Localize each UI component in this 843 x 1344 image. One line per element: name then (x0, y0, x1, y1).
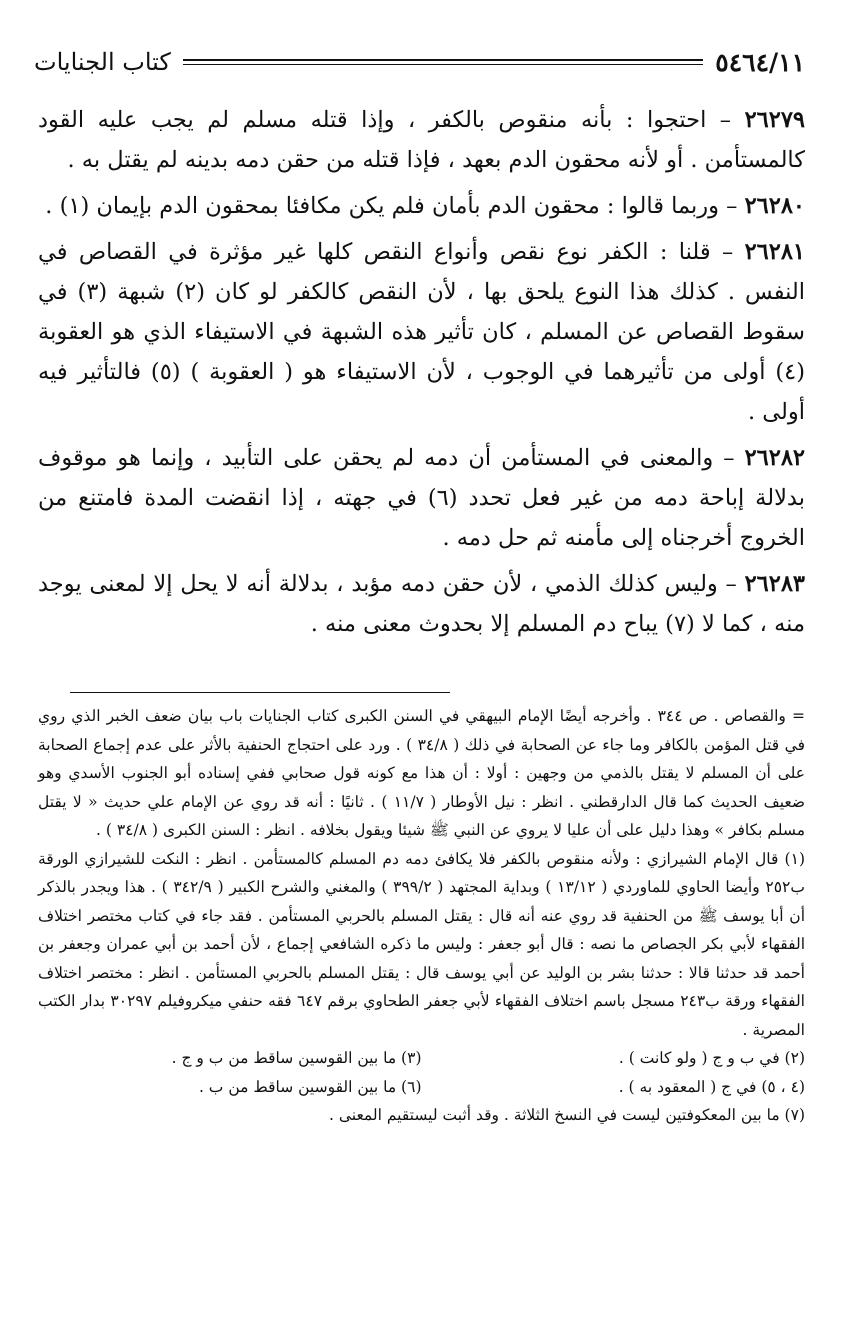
paragraph-number: ٢٦٢٨٣ (744, 571, 805, 597)
paragraph (38, 564, 805, 644)
paragraph-text: – وربما قالوا : محقون الدم بأمان فلم يكن مكافئا بمحقون الدم بإيمان (١) . (45, 193, 745, 219)
paragraph (38, 186, 805, 226)
footnotes (38, 702, 805, 1130)
footnote-7: (٧) ما بين المعكوفتين ليست في النسخ الثلاثة . وقد أثبت ليستقيم المعنى . (329, 1106, 805, 1124)
paragraph-text: – وليس كذلك الذمي ، لأن حقن دمه مؤبد ، بدلالة أنه لا يحل إلا لمعنى يوجد منه ، كما لا (٧) يباح دم المسلم إلا بحدوث معنى منه . (38, 571, 805, 637)
paragraph-number: ٢٦٢٨٠ (744, 193, 805, 219)
footnote-1: (١) قال الإمام الشيرازي : ولأنه منقوص بالكفر فلا يكافئ دمه دم المسلم كالمستأمن . انظر : النكت للشيرازي الورقة ب٢٥٢ وأيضا الحاوي للماوردي ( ١٣/١٢ ) وبداية المجتهد ( ٣٩٩/٢ ) والمغني والشرح الكبير ( ٣٤٢/٩ ) . هذا ويجدر بالذكر أن أبا يوسف ﷺ من الحنفية قد روي عنه أنه قال : يقتل المسلم بالحربي المستأمن . فقد جاء في كتاب مختصر اختلاف الفقهاء لأبي بكر الجصاص ما نصه : قال أبو جعفر : وليس ما ذكره الشافعي إجماع ، لأن أحمد بن أبي عمران وجعفر بن أحمد قد حدثنا قالا : حدثنا بشر بن الوليد عن أبي يوسف قال : يقتل المسلم بالحربي المستأمن . انظر : مختصر اختلاف الفقهاء ورقة ب٢٤٣ مسجل باسم اختلاف الفقهاء لأبي جعفر الطحاوي برقم ٦٤٧ فقه حنفي ميكروفيلم ٣٠٢٩٧ بدار الكتب المصرية . (38, 849, 805, 1039)
footnote-separator (70, 692, 450, 693)
footnote-2: (٢) في ب و ج ( ولو كانت ) . (618, 1049, 805, 1067)
paragraph-text: – والمعنى في المستأمن أن دمه لم يحقن على التأبيد ، وإنما هو موقوف بدلالة إباحة دمه من غير فعل تحدد (٦) في جهته ، إذا انقضت المدة فامتنع من الخروج أخرجناه إلى مأمنه ثم حل دمه . (38, 445, 806, 551)
running-header (34, 40, 805, 84)
paragraph-number: ٢٦٢٨١ (744, 239, 805, 265)
footnote-row (38, 1073, 805, 1102)
main-text (38, 100, 805, 650)
footnote-continuation: = والقصاص . ص ٣٤٤ . وأخرجه أيضًا الإمام البيهقي في السنن الكبرى كتاب الجنايات باب بيان ضعف الخبر الذي روي في قتل المؤمن بالكافر وما جاء عن الصحابة في ذلك ( ٣٤/٨ ) . ورد على احتجاج الحنفية بالأثر على عدم إجماع الصحابة على أن المسلم لا يقتل بالذمي من وجهين : أولا : أن هذا مع كونه قول صحابي ففي إسناده أبو الجنوب الأسدي وهو ضعيف الحديث كما قال الدارقطني . انظر : نيل الأوطار ( ١١/٧ ) . ثانيًا : أنه قد روي عن الإمام علي حديث « لا يقتل مسلم بكافر » وهذا دليل على أن عليا لا يروي عن النبي ﷺ شيئا ويقول بخلافه . انظر : السنن الكبرى ( ٣٤/٨ ) . (38, 707, 806, 839)
paragraph (38, 232, 805, 432)
paragraph-number: ٢٦٢٨٢ (744, 445, 805, 471)
page-number: ٥٤٦٤/١١ (715, 47, 805, 77)
book-title: كتاب الجنايات (34, 48, 171, 76)
paragraph-number: ٢٦٢٧٩ (744, 107, 805, 133)
footnote-3: (٣) ما بين القوسين ساقط من ب و ج . (171, 1049, 422, 1067)
paragraph-text: – احتجوا : بأنه منقوص بالكفر ، وإذا قتله مسلم لم يجب عليه القود كالمستأمن . أو لأنه محقون الدم بعهد ، فإذا قتله من حقن دمه بدينه لم يقتل به . (38, 107, 805, 173)
header-rule (183, 59, 703, 65)
paragraph (38, 438, 805, 558)
paragraph (38, 100, 805, 180)
footnote-6: (٦) ما بين القوسين ساقط من ب . (198, 1077, 422, 1096)
paragraph-text: – قلنا : الكفر نوع نقص وأنواع النقص كلها غير مؤثرة في القصاص في النفس . كذلك هذا النوع يلحق بها ، لأن النقص كالكفر لو كان (٢) شبهة (٣) في سقوط القصاص عن المسلم ، كان تأثير هذه الشبهة في الاستيفاء الذي هو العقوبة (٤) أولى من تأثيرهما في الوجوب ، لأن الاستيفاء هو ( العقوبة ) (٥) فالتأثير فيه أولى . (38, 239, 805, 425)
footnote-4-5: (٤ ، ٥) في ج ( المعقود به ) . (618, 1077, 805, 1096)
footnote-row (38, 1044, 805, 1073)
